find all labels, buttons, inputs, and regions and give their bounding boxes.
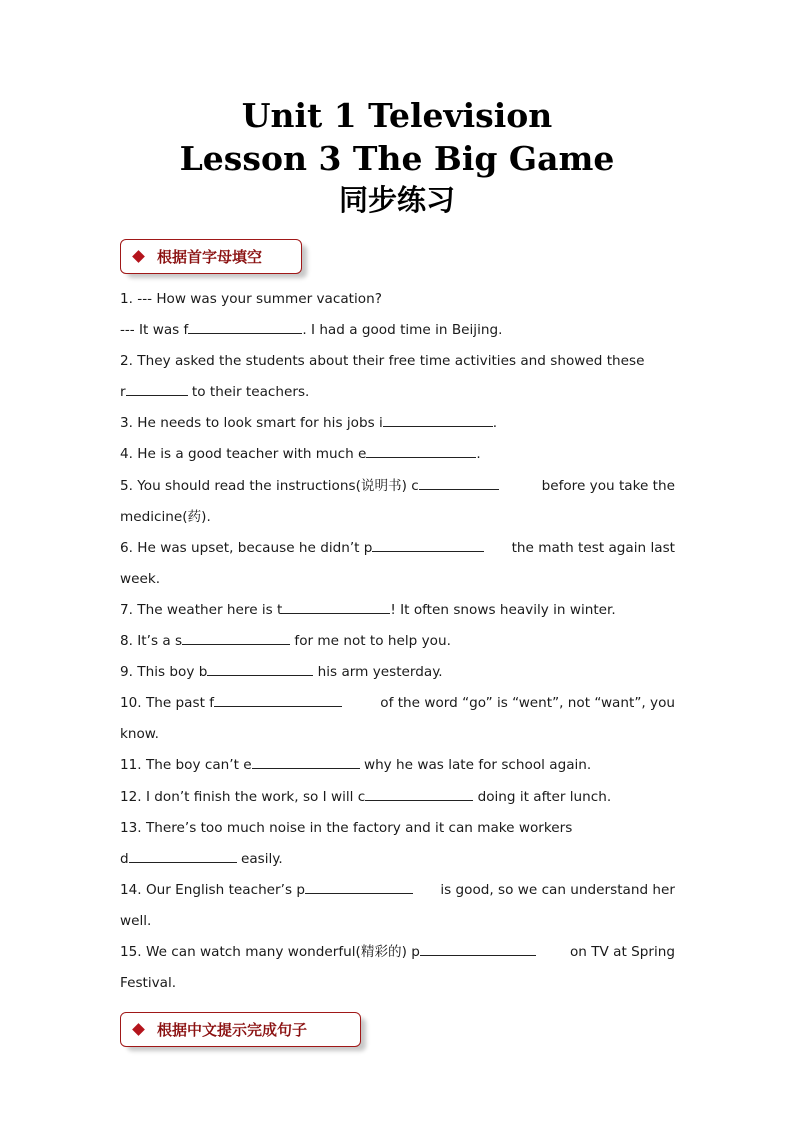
question-text: week. [120,570,161,587]
exercise-line [120,564,675,595]
answer-blank[interactable] [420,941,536,956]
exercise-line [120,502,675,533]
exercise-line [120,408,675,439]
question-text: 12. I don’t finish the work, so I will c [120,788,366,805]
question-text: for me not to help you. [290,633,451,650]
question-text: . [476,446,481,463]
question-text: d [120,850,129,867]
question-text: the math test again last [511,539,675,556]
question-text: 15. We can watch many wonderful(精彩的) p [120,943,420,960]
exercise-line [120,626,675,657]
exercise-line [120,875,675,906]
question-text: before you take the [541,477,675,494]
question-text: . [492,415,498,432]
question-text: easily. [236,850,283,867]
section-label: 根据首字母填空 [157,248,263,266]
exercise-line [120,377,675,408]
question-text: know. [120,726,159,743]
question-text: 6. He was upset, because he didn’t p [120,539,373,556]
exercise-line [120,906,675,937]
unit-title: Unit 1 Television [241,96,553,135]
question-text: on TV at Spring [569,943,675,960]
exercise-line [120,471,675,502]
answer-blank[interactable] [129,848,237,863]
question-text: 9. This boy b [120,664,208,681]
answer-blank[interactable] [372,537,484,552]
exercise-line [120,346,675,377]
answer-blank[interactable] [188,319,302,334]
question-text: is good, so we can understand her [440,881,675,898]
question-text: 8. It’s a s [120,633,183,650]
exercise-line [120,688,675,719]
question-text: why he was late for school again. [359,757,592,774]
diamond-bullet-icon [132,250,145,263]
exercise-line [120,782,675,813]
section-header-chinese-hint-sentences [120,1012,361,1047]
question-text: 13. There’s too much noise in the factory and it can make workers [120,819,573,836]
question-text: 11. The boy can’t e [120,757,252,774]
question-text: r [120,384,126,401]
lesson-title: Lesson 3 The Big Game [179,139,615,178]
exercise-line [120,937,675,968]
question-text: 14. Our English teacher’s p [120,881,305,898]
exercise-line [120,750,675,781]
question-text: 7. The weather here is t [120,601,283,618]
exercise-line [120,315,675,346]
worksheet-subtitle: 同步练习 [338,183,455,217]
question-text: ! It often snows heavily in winter. [390,601,616,618]
answer-blank[interactable] [383,412,493,427]
question-text: --- It was f [120,322,189,339]
exercise-line [120,595,675,626]
exercise-list [120,284,675,999]
exercise-line [120,813,675,844]
answer-blank[interactable] [305,879,413,894]
exercise-line [120,533,675,564]
question-text: of the word “go” is “went”, not “want”, you [380,695,675,712]
answer-blank[interactable] [366,443,476,458]
section-label: 根据中文提示完成句子 [157,1021,308,1039]
exercise-line [120,968,675,999]
answer-blank[interactable] [214,692,342,707]
section-header-initial-letter-fill [120,239,302,274]
question-text: Festival. [120,975,177,992]
answer-blank[interactable] [365,786,473,801]
exercise-line [120,719,675,750]
exercise-line [120,439,675,470]
question-text: medicine(药). [120,508,211,525]
question-text: 3. He needs to look smart for his jobs i [120,415,383,432]
question-text: to their teachers. [187,384,310,401]
answer-blank[interactable] [282,599,390,614]
question-text: 10. The past f [120,695,215,712]
question-text: 4. He is a good teacher with much e [120,446,367,463]
answer-blank[interactable] [252,754,360,769]
question-text: 1. --- How was your summer vacation? [120,291,382,307]
answer-blank[interactable] [182,630,290,645]
question-text: well. [120,912,152,929]
diamond-bullet-icon [132,1023,145,1036]
exercise-line [120,657,675,688]
question-text: his arm yesterday. [313,664,443,681]
exercise-line [120,284,675,315]
answer-blank[interactable] [207,661,313,676]
question-text: 2. They asked the students about their free time activities and showed these [120,353,645,370]
exercise-line [120,844,675,875]
answer-blank[interactable] [126,381,188,396]
question-text: doing it after lunch. [473,788,612,805]
question-text: . I had a good time in Beijing. [302,322,503,339]
question-text: 5. You should read the instructions(说明书) c [120,477,419,494]
answer-blank[interactable] [419,475,499,490]
